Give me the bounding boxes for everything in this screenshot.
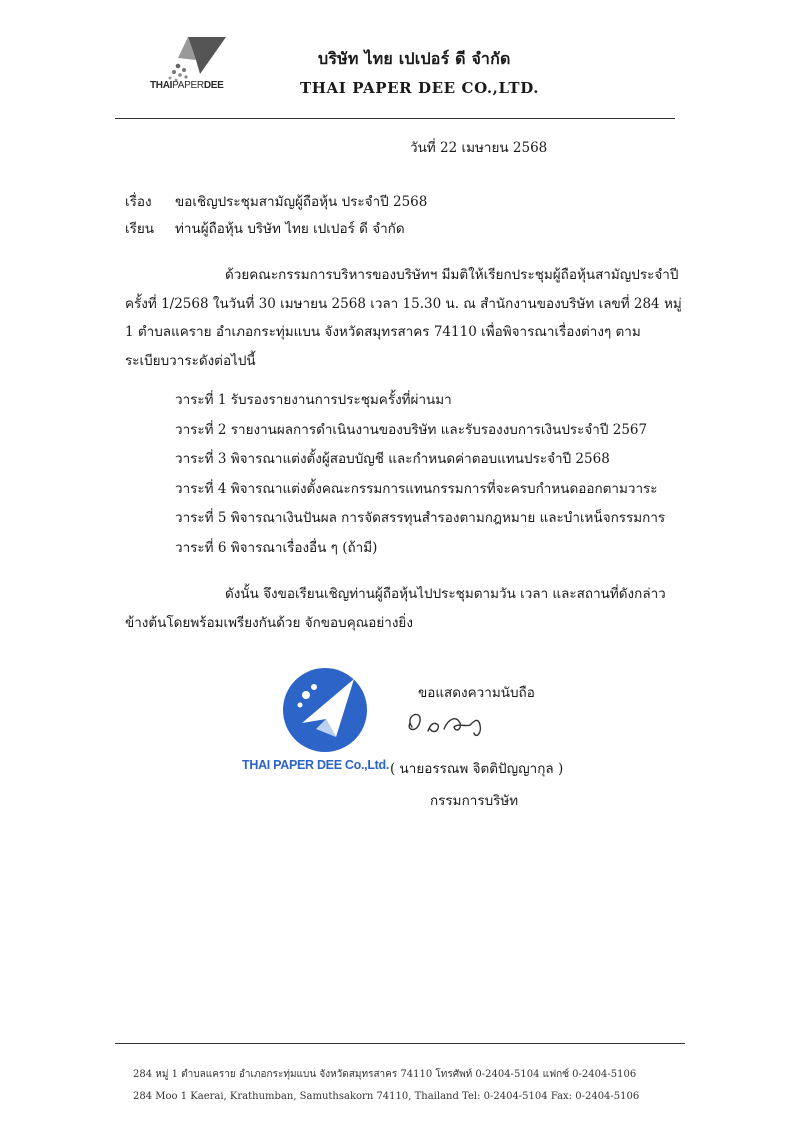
handwritten-signature-icon xyxy=(400,705,500,745)
agenda-list xyxy=(175,391,665,568)
header-divider xyxy=(115,118,675,119)
signatory-name: ( นายอรรณพ จิตติปัญญากุล ) xyxy=(390,761,564,777)
footer-divider xyxy=(115,1043,685,1044)
signatory-position: กรรมการบริษัท xyxy=(430,793,519,809)
footer-address-thai: 284 หมู่ 1 ตำบลแคราย อำเภอกระทุ่มแบน จังหวัดสมุทรสาคร 74110 โทรศัพท์ 0-2404-5104 แฟกซ์ 0-2404-5106 xyxy=(133,1069,637,1080)
intro-paragraph: ด้วยคณะกรรมการบริหารของบริษัทฯ มีมติให้เรียกประชุมผู้ถือหุ้นสามัญประจำปี ครั้งที่ 1/2568 ในวันที่ 30 เมษายน 2568 เวลา 15.30 น. ณ สำนักงานของบริษัท เลขที่ 284 หมู่ 1 ตำบลแคราย อำเภอกระทุ่มแบน จังหวัดสมุทรสาคร 74110 เพื่อพิจารณาเรื่องต่างๆ ตามระเบียบวาระดังต่อไปนี้ xyxy=(125,267,682,369)
company-stamp-text: THAI PAPER DEE Co.,Ltd. xyxy=(242,758,390,772)
agenda-item: วาระที่ 3 พิจารณาแต่งตั้งผู้สอบบัญชี และกำหนดค่าตอบแทนประจำปี 2568 xyxy=(175,451,610,467)
closing-regards: ขอแสดงความนับถือ xyxy=(418,685,535,701)
footer-address-english: 284 Moo 1 Kaerai, Krathumban, Samuthsakorn 74110, Thailand Tel: 0-2404-5104 Fax: 0-2404-5106 xyxy=(133,1091,640,1102)
recipient-label: เรียน xyxy=(125,221,155,237)
agenda-item: วาระที่ 1 รับรองรายงานการประชุมครั้งที่ผ่านมา xyxy=(175,392,452,408)
recipient-text: ท่านผู้ถือหุ้น บริษัท ไทย เปเปอร์ ดี จำกัด xyxy=(175,221,405,237)
company-logo-icon xyxy=(148,32,248,102)
subject-label: เรื่อง xyxy=(125,194,152,210)
logo-wordmark: THAIPAPERDEE xyxy=(150,80,224,91)
company-stamp-icon xyxy=(280,665,370,755)
agenda-item: วาระที่ 6 พิจารณาเรื่องอื่น ๆ (ถ้ามี) xyxy=(175,539,378,556)
agenda-item: วาระที่ 2 รายงานผลการดำเนินงานของบริษัท และรับรองงบการเงินประจำปี 2567 xyxy=(175,421,648,438)
agenda-item: วาระที่ 5 พิจารณาเงินปันผล การจัดสรรทุนสำรองตามกฎหมาย และบำเหน็จกรรมการ xyxy=(175,510,666,526)
subject-text: ขอเชิญประชุมสามัญผู้ถือหุ้น ประจำปี 2568 xyxy=(175,194,428,210)
company-name-english: THAI PAPER DEE CO.,LTD. xyxy=(300,79,540,97)
agenda-item: วาระที่ 4 พิจารณาแต่งตั้งคณะกรรมการแทนกรรมการที่จะครบกำหนดออกตามวาระ xyxy=(175,480,658,497)
company-name-thai: บริษัท ไทย เปเปอร์ ดี จำกัด xyxy=(318,49,511,68)
closing-paragraph: ดังนั้น จึงขอเรียนเชิญท่านผู้ถือหุ้นไปประชุมตามวัน เวลา และสถานที่ดังกล่าวข้างต้นโดยพร้อมเพรียงกันด้วย จักขอบคุณอย่างยิ่ง xyxy=(125,586,666,631)
letter-date: วันที่ 22 เมษายน 2568 xyxy=(410,140,548,156)
